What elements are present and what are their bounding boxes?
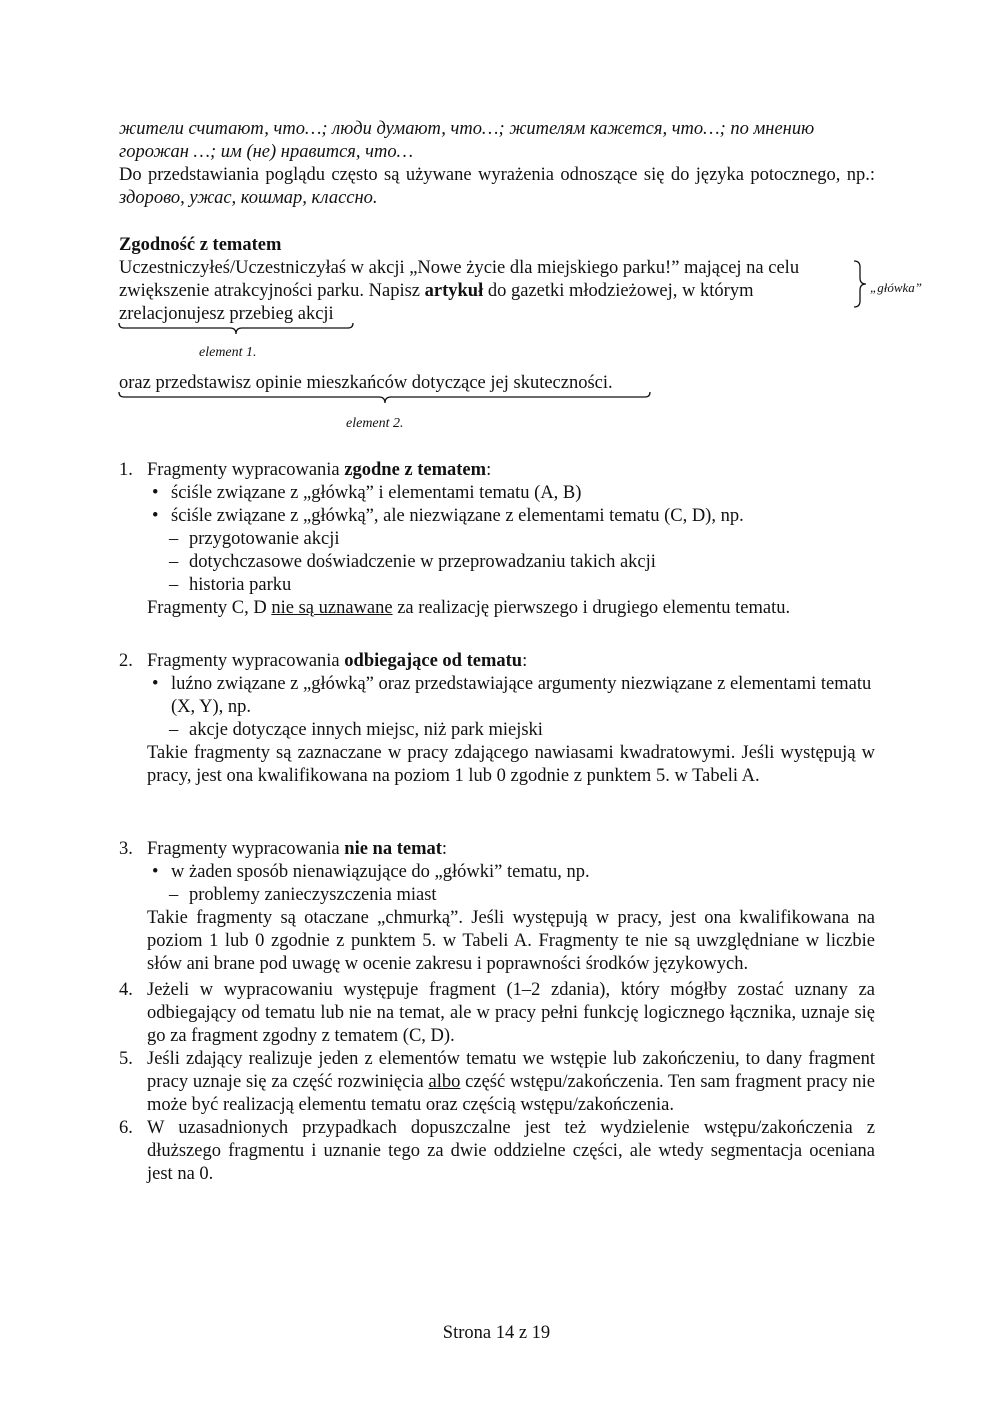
item-2-note: Takie fragmenty są zaznaczane w pracy zdającego nawiasami kwadratowymi. Jeśli występują w pracy, jest ona kwalifikowana na poziom 1 lub 0 zgodnie z punktem 5. w Tabeli A.: [147, 743, 875, 786]
item-2-lead-text: Fragmenty wypracowania: [147, 651, 345, 671]
list-item-4: [119, 979, 875, 1048]
item-1-lead: [147, 459, 875, 482]
item-3-lead-text: Fragmenty wypracowania: [147, 839, 345, 859]
item-6-text: W uzasadnionych przypadkach dopuszczalne jest też wydzielenie wstępu/zakończenia z dłuższego fragmentu i uznanie tego za dwie oddzielne części, ale wtedy segmentacja oceniana jest na 0.: [147, 1118, 875, 1184]
item-number: 5.: [119, 1049, 133, 1069]
bullet-icon: •: [152, 862, 159, 882]
item-1-note-a: Fragmenty C, D: [147, 598, 272, 618]
list-item-6: [119, 1117, 875, 1186]
bullet-icon: •: [152, 506, 159, 526]
topic-heading: Zgodność z tematem: [119, 235, 282, 255]
list-item-3: [119, 838, 875, 976]
item-5-text-b: część wstępu/zakończenia. Ten sam fragment pracy nie może być realizacją elementu tematu oraz częścią wstępu/zakończenia.: [147, 1072, 875, 1115]
item-5-text-underlined: albo: [428, 1072, 461, 1092]
item-2-bullet-1-text: luźno związane z „główką” oraz przedstawiające argumenty niezwiązane z elementami tematu (X, Y), np.: [171, 674, 872, 717]
element-1-brace: [118, 322, 354, 336]
topic-line-1: Uczestniczyłeś/Uczestniczyłaś w akcji „Nowe życie dla miejskiego parku!” mającej na celu: [119, 258, 800, 278]
item-2-lead: [147, 650, 875, 673]
item-2-lead-bold: odbiegające od tematu: [344, 651, 523, 671]
item-1-note: [147, 597, 875, 620]
item-number: 4.: [119, 980, 133, 1000]
element-2-brace: [118, 391, 652, 405]
item-3-lead-end: :: [441, 839, 448, 859]
glowka-label: „główka”: [870, 280, 923, 295]
russian-examples-line-1: жители считают, что…; люди думают, что…; жителям кажется, что…; по мнению: [119, 119, 815, 139]
item-number: 2.: [119, 651, 133, 671]
item-1-note-b: za realizację pierwszego i drugiego elementu tematu.: [392, 598, 791, 618]
intro-paragraph: [119, 164, 875, 210]
topic-line-2-bold: artykuł: [424, 281, 484, 301]
item-4-text: Jeżeli w wypracowaniu występuje fragment (1–2 zdania), który mógłby zostać uznany za odbiegający od tematu lub nie na temat, ale w pracy pełni funkcję logicznego łącznika, uznaje się go za fragment zgodny z tematem (C, D).: [147, 980, 875, 1046]
item-1-bullet-1: [147, 482, 875, 505]
item-5-text: [147, 1048, 875, 1117]
item-3-bullet-1: [147, 861, 875, 884]
item-1-lead-text: Fragmenty wypracowania: [147, 460, 345, 480]
glowka-brace: [852, 259, 868, 309]
list-item-2: [119, 650, 875, 788]
item-2-dash-1: [147, 719, 875, 742]
dash-icon: –: [169, 885, 179, 905]
dash-icon: –: [169, 529, 179, 549]
topic-line-2-b: do gazetki młodzieżowej, w którym: [483, 281, 754, 301]
intro-paragraph-examples: здорово, ужас, кошмар, классно.: [119, 188, 378, 208]
item-number: 1.: [119, 460, 133, 480]
item-1-bullet-1-text: ściśle związane z „główką” i elementami tematu (A, B): [171, 483, 582, 503]
item-1-note-underlined: nie są uznawane: [271, 598, 393, 618]
item-5-text-a: Jeśli zdający realizuje jeden z elementów tematu we wstępie lub zakończeniu, to dany fragment pracy uznaje się za część rozwinięcia: [147, 1049, 875, 1092]
item-1-dash-2-text: dotychczasowe doświadczenie w przeprowadzaniu takich akcji: [189, 552, 656, 572]
item-1-lead-end: :: [486, 460, 492, 480]
dash-icon: –: [169, 552, 179, 572]
dash-icon: –: [169, 720, 179, 740]
item-number: 6.: [119, 1118, 133, 1138]
item-3-dash-1-text: problemy zanieczyszczenia miast: [189, 885, 437, 905]
topic-line-2-a: zwiększenie atrakcyjności parku. Napisz: [119, 281, 425, 301]
item-number: 3.: [119, 839, 133, 859]
item-1-dash-3: [147, 574, 875, 597]
intro-paragraph-text: Do przedstawiania poglądu często są używane wyrażenia odnoszące się do języka potocznego, np.:: [119, 165, 875, 185]
topic-line-2: [119, 280, 753, 303]
topic-line-4: oraz przedstawisz opinie mieszkańców dotyczące jej skuteczności.: [119, 373, 613, 393]
item-2-dash-1-text: akcje dotyczące innych miejsc, niż park miejski: [189, 720, 543, 740]
list-item-5: [119, 1048, 875, 1117]
page-footer: Strona 14 z 19: [442, 1323, 551, 1343]
item-2-lead-end: :: [522, 651, 528, 671]
element-2-label: element 2.: [346, 416, 404, 431]
item-3-note: Takie fragmenty są otaczane „chmurką”. Jeśli występują w pracy, jest ona kwalifikowana na poziom 1 lub 0 zgodnie z punktem 5. w Tabeli A. Fragmenty te nie są uwzględniane w liczbie słów ani brane pod uwagę w ocenie zakresu i poprawności środków językowych.: [147, 908, 875, 974]
item-3-lead-bold: nie na temat: [344, 839, 442, 859]
item-1-lead-bold: zgodne z tematem: [344, 460, 487, 480]
dash-icon: –: [169, 575, 179, 595]
item-1-dash-1-text: przygotowanie akcji: [189, 529, 340, 549]
bullet-icon: •: [152, 483, 159, 503]
item-1-bullet-2: [147, 505, 875, 528]
list-item-1: [119, 459, 875, 620]
item-1-dash-3-text: historia parku: [189, 575, 292, 595]
bullet-icon: •: [152, 674, 159, 694]
topic-line-3: zrelacjonujesz przebieg akcji: [119, 304, 334, 324]
item-3-lead: [147, 838, 875, 861]
intro-section: [119, 118, 875, 210]
item-2-bullet-1: [147, 673, 875, 719]
item-3-bullet-1-text: w żaden sposób nienawiązujące do „główki” tematu, np.: [171, 862, 590, 882]
item-3-dash-1: [147, 884, 875, 907]
item-1-bullet-2-text: ściśle związane z „główką”, ale niezwiązane z elementami tematu (C, D), np.: [171, 506, 744, 526]
item-1-dash-2: [147, 551, 875, 574]
item-1-dash-1: [147, 528, 875, 551]
element-1-label: element 1.: [199, 345, 257, 360]
russian-examples-line-2: горожан …; им (не) нравится, что…: [119, 142, 414, 162]
